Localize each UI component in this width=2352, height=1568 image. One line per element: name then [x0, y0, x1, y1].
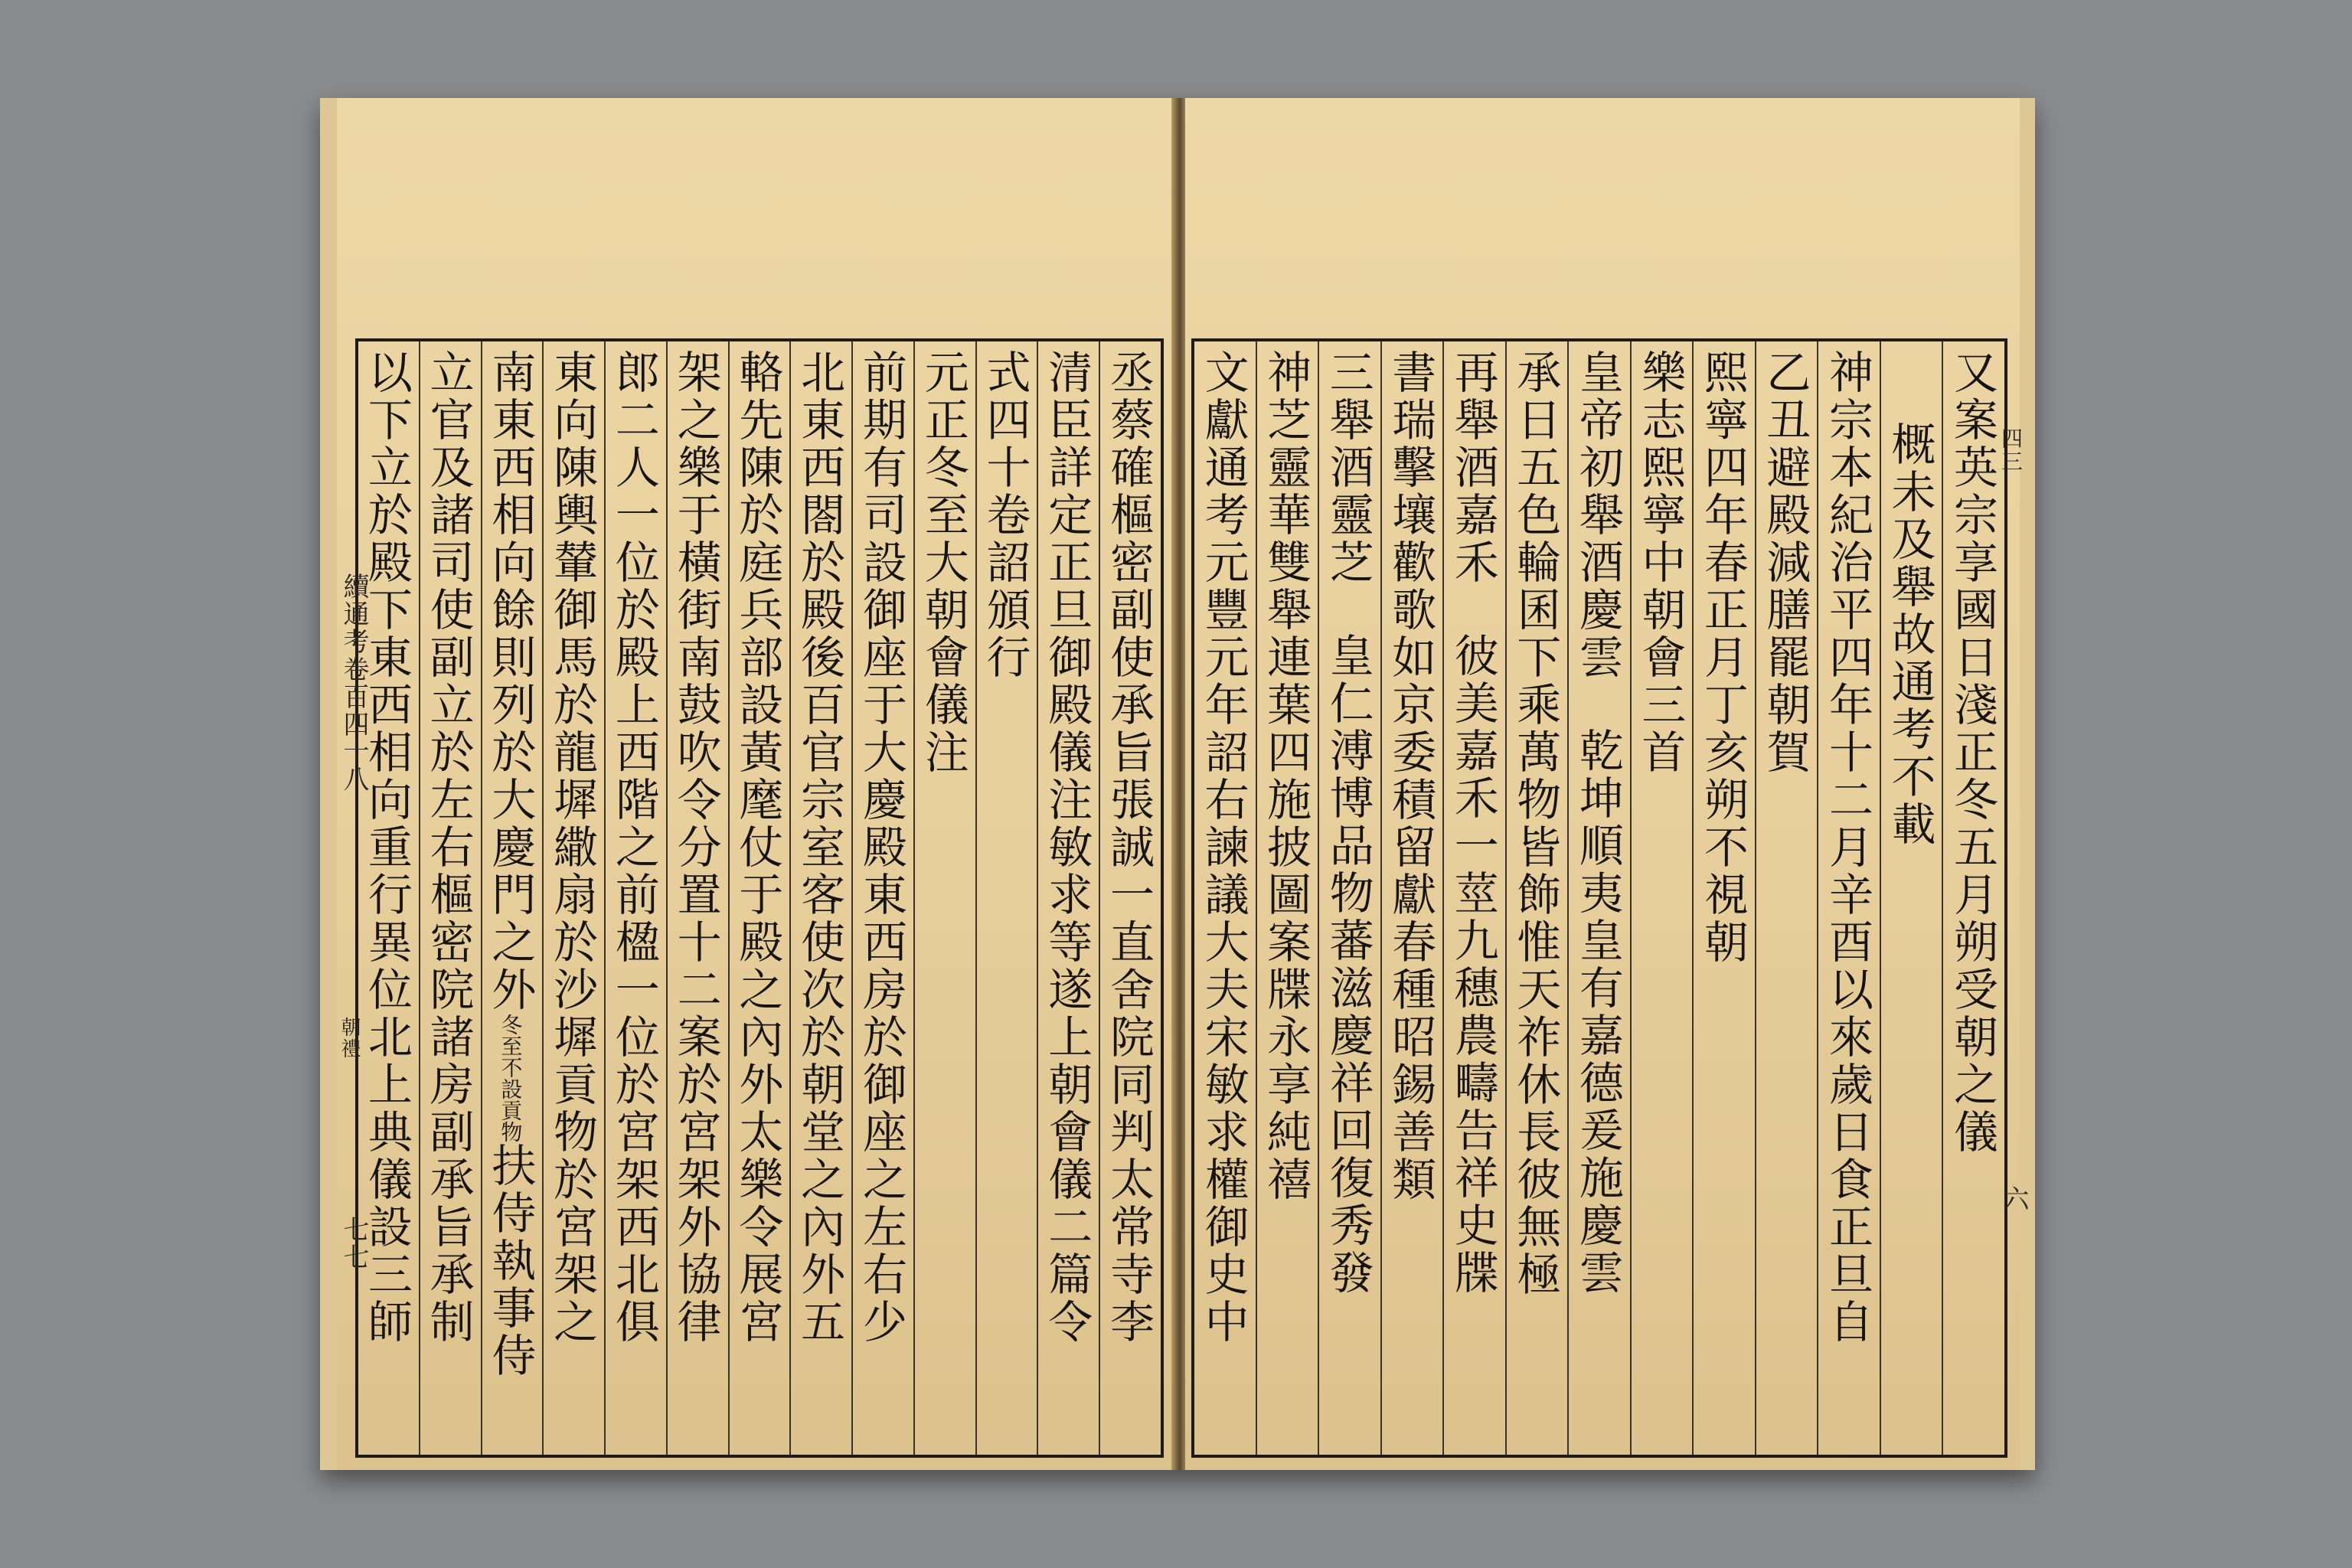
song-title: 皇帝初舉酒慶雲	[1571, 349, 1624, 681]
song-line: 乾坤順夷皇有嘉德爰施慶雲	[1571, 727, 1624, 1297]
text-column: 乙丑避殿減膳罷朝賀	[1755, 341, 1818, 1455]
text-column: 樂志熙寧中朝會三首	[1630, 341, 1693, 1455]
column-text-after-note: 扶侍執事侍	[484, 1142, 537, 1380]
text-column: 郎二人一位於殿上西階之前楹一位於宮架西北俱	[604, 341, 666, 1455]
left-text-frame	[355, 338, 1164, 1458]
text-column: 立官及諸司使副立於左右樞密院諸房副承旨承制	[419, 341, 481, 1455]
text-column: 概未及舉故通考不載	[1880, 341, 1942, 1455]
left-page	[337, 98, 1173, 1470]
text-column: 北東西閤於殿後百官宗室客使次於朝堂之內外五	[789, 341, 851, 1455]
text-column: 輅先陳於庭兵部設黃麾仗于殿之內外太樂令展宮	[728, 341, 790, 1455]
song-title: 再舉酒嘉禾	[1446, 349, 1499, 586]
text-column-with-note	[481, 341, 543, 1455]
text-column: 丞蔡確樞密副使承旨張誠一直舍院同判太常寺李	[1099, 341, 1161, 1455]
margin-title: 續通考卷百四十八	[338, 573, 369, 793]
song-title: 三舉酒靈芝	[1321, 349, 1374, 586]
text-column: 書瑞擊壤歡歌如京委積留獻春種昭錫善類	[1380, 341, 1443, 1455]
inline-note: 冬至不設貢物	[498, 1014, 524, 1142]
right-text-frame	[1191, 338, 2007, 1458]
folio-side: 六	[1998, 1185, 2029, 1213]
folio-top: 四三	[1998, 427, 2024, 473]
song-line: 彼美嘉禾一莖九穗農疇告祥史牒	[1446, 632, 1499, 1297]
text-column: 熙寧四年春正月丁亥朔不視朝	[1692, 341, 1755, 1455]
text-column: 承日五色輪囷下乘萬物皆飾惟天祚休長彼無極	[1505, 341, 1568, 1455]
text-column: 前期有司設御座于大慶殿東西房於御座之左右少	[851, 341, 913, 1455]
text-column: 又案英宗享國日淺正冬五月朔受朝之儀	[1942, 341, 2004, 1455]
text-column: 神芝靈華雙舉連葉四施披圖案牒永享純禧	[1256, 341, 1318, 1455]
text-column: 以下立於殿下東西相向重行異位北上典儀設三師	[360, 349, 413, 1346]
text-column	[1567, 341, 1630, 1455]
song-line: 皇仁溥博品物蕃滋慶祥回復秀發	[1321, 632, 1374, 1297]
text-column: 神宗本紀治平四年十二月辛酉以來歲日食正旦自	[1817, 341, 1880, 1455]
margin-section: 朝禮	[338, 1017, 361, 1060]
right-page	[1185, 98, 2029, 1470]
text-column: 架之樂于橫街南鼓吹令分置十二案於宮架外協律	[666, 341, 728, 1455]
text-column: 式四十卷詔頒行	[975, 341, 1037, 1455]
text-column	[1318, 341, 1380, 1455]
text-column: 清臣詳定正旦御殿儀注敏求等遂上朝會儀二篇令	[1037, 341, 1099, 1455]
open-book	[320, 98, 2035, 1470]
folio-number: 七七	[338, 1216, 369, 1271]
column-text: 南東西相向餘則列於大慶門之外	[484, 349, 537, 1014]
text-column	[1442, 341, 1505, 1455]
text-column: 元正冬至大朝會儀注	[913, 341, 975, 1455]
text-column: 文獻通考元豐元年詔右諫議大夫宋敏求權御史中	[1197, 349, 1250, 1346]
text-column: 東向陳輿輦御馬於龍墀繖扇於沙墀貢物於宮架之	[542, 341, 604, 1455]
